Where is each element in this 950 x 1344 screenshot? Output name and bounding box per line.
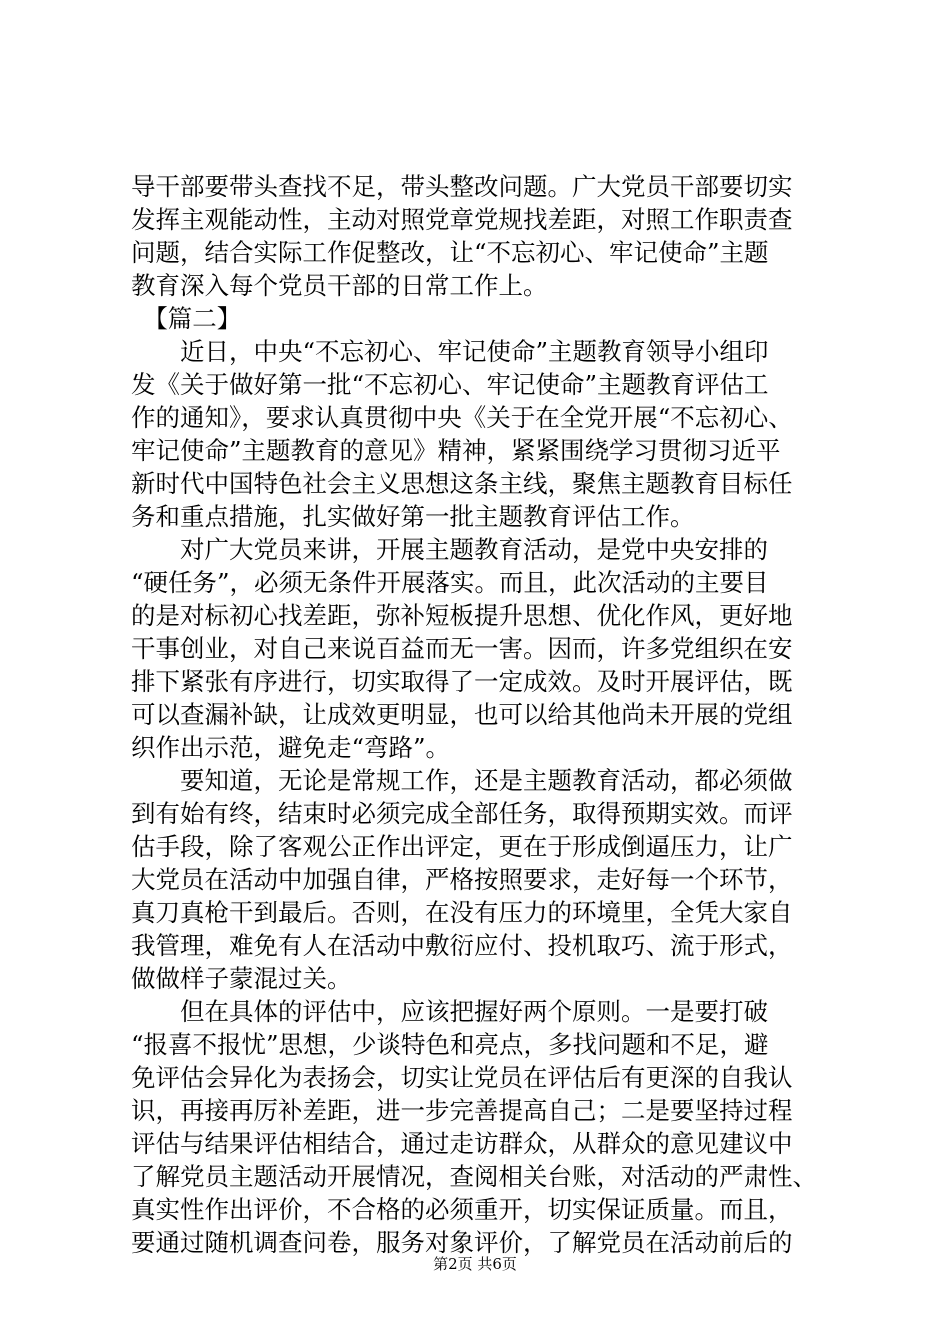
text-line: 但在具体的评估中，应该把握好两个原则。一是要打破: [131, 997, 768, 1026]
text-line: 发《关于做好第一批“不忘初心、牢记使命”主题教育评估工: [131, 370, 769, 399]
text-line: 到有始有终，结束时必须完成全部任务，取得预期实效。而评: [131, 799, 793, 828]
text-line: 务和重点措施，扎实做好第一批主题教育评估工作。: [131, 502, 695, 531]
text-line: 教育深入每个党员干部的日常工作上。: [131, 271, 548, 300]
text-line: “报喜不报忧”思想，少谈特色和亮点，多找问题和不足，避: [131, 1030, 769, 1059]
text-line: 问题，结合实际工作促整改，让“不忘初心、牢记使命”主题: [131, 238, 769, 267]
text-line: 牢记使命”主题教育的意见》精神，紧紧围绕学习贯彻习近平: [131, 436, 781, 465]
text-line: 对广大党员来讲，开展主题教育活动，是党中央安排的: [131, 535, 768, 564]
text-line: 真刀真枪干到最后。否则，在没有压力的环境里，全凭大家自: [131, 898, 793, 927]
text-line: 我管理，难免有人在活动中敷衍应付、投机取巧、流于形式，: [131, 931, 793, 960]
text-line: 干事创业，对自己来说百益而无一害。因而，许多党组织在安: [131, 634, 793, 663]
text-line: “硬任务”，必须无条件开展落实。而且，此次活动的主要目: [131, 568, 769, 597]
text-line: 要通过随机调查问卷，服务对象评价，了解党员在活动前后的: [131, 1228, 793, 1257]
section-heading: 【篇二】: [131, 304, 242, 333]
text-line: 大党员在活动中加强自律，严格按照要求，走好每一个环节，: [131, 865, 793, 894]
text-line: 作的通知》，要求认真贯彻中央《关于在全党开展“不忘初心、: [131, 403, 793, 432]
text-line: 排下紧张有序进行，切实取得了一定成效。及时开展评估，既: [131, 667, 793, 696]
page-number-footer: 第2页 共6页: [433, 1255, 517, 1273]
text-line: 发挥主观能动性，主动对照党章党规找差距，对照工作职责查: [131, 205, 793, 234]
text-line: 估手段，除了客观公正作出评定，更在于形成倒逼压力，让广: [131, 832, 793, 861]
text-line: 评估与结果评估相结合，通过走访群众，从群众的意见建议中: [131, 1129, 793, 1158]
text-line: 免评估会异化为表扬会，切实让党员在评估后有更深的自我认: [131, 1063, 793, 1092]
body-text: [131, 170, 831, 1259]
text-line: 近日，中央“不忘初心、牢记使命”主题教育领导小组印: [131, 337, 769, 366]
text-line: 织作出示范，避免走“弯路”。: [131, 733, 451, 762]
text-line: 做做样子蒙混过关。: [131, 964, 352, 993]
text-line: 导干部要带头查找不足，带头整改问题。广大党员干部要切实: [131, 172, 793, 201]
text-line: 了解党员主题活动开展情况，查阅相关台账，对活动的严肃性、: [131, 1162, 817, 1191]
text-line: 可以查漏补缺，让成效更明显，也可以给其他尚未开展的党组: [131, 700, 793, 729]
text-line: 新时代中国特色社会主义思想这条主线，聚焦主题教育目标任: [131, 469, 793, 498]
text-line: 真实性作出评价，不合格的必须重开，切实保证质量。而且，: [131, 1195, 793, 1224]
text-line: 识，再接再厉补差距，进一步完善提高自己；二是要坚持过程: [131, 1096, 793, 1125]
text-line: 要知道，无论是常规工作，还是主题教育活动，都必须做: [131, 766, 793, 795]
text-line: 的是对标初心找差距，弥补短板提升思想、优化作风，更好地: [131, 601, 793, 630]
